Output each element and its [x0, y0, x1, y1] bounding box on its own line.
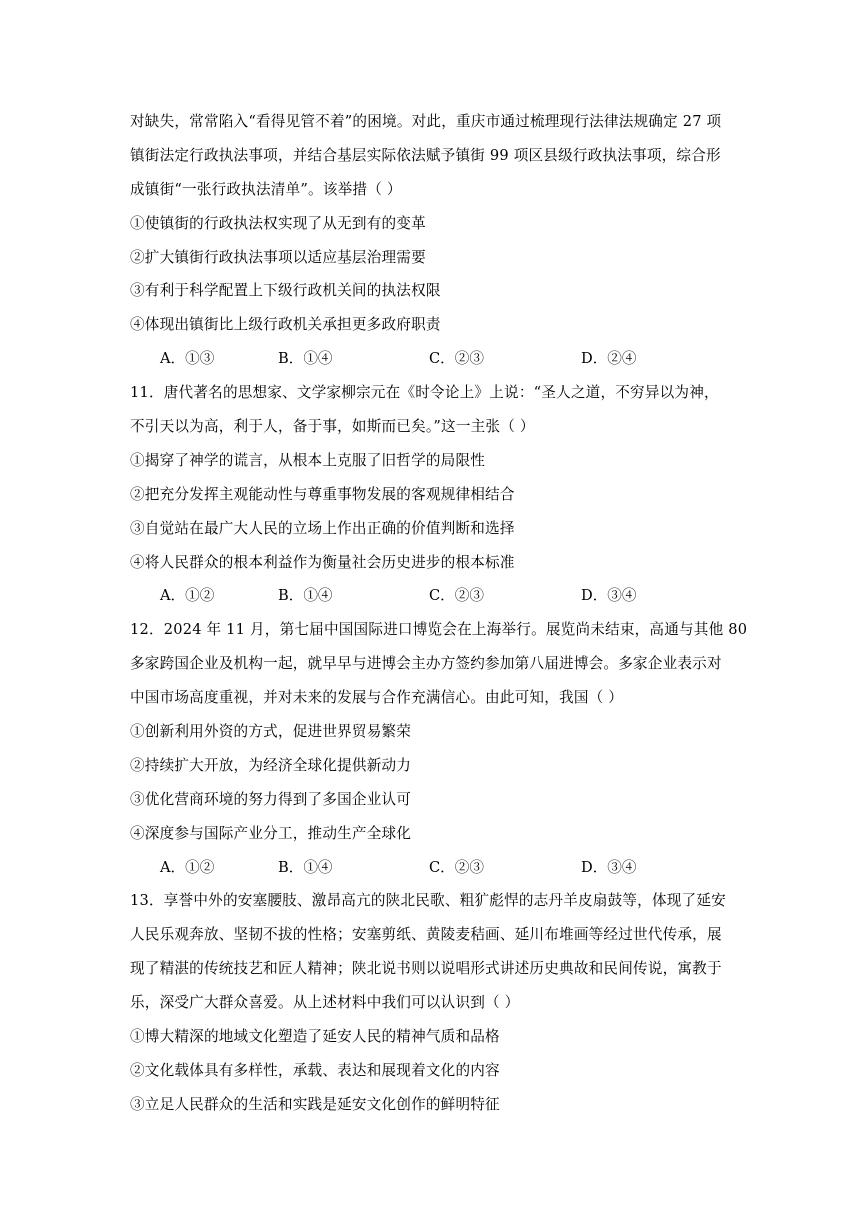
question-10-statement-3: ③有利于科学配置上下级行政机关间的执法权限: [130, 282, 441, 300]
question-10-statement-2: ②扩大镇街行政执法事项以适应基层治理需要: [130, 248, 426, 266]
question-11-stem-line: 不引天以为高，利于人，备于事，如斯而已矣。”这一主张（ ）: [130, 418, 535, 436]
option-d: D．③④: [581, 587, 637, 605]
question-10-statement-1: ①使镇街的行政执法权实现了从无到有的变革: [130, 214, 426, 232]
question-13-stem-line: 13．享誉中外的安塞腰肢、激昂高亢的陕北民歌、粗犷彪悍的志丹羊皮扇鼓等，体现了延安: [130, 892, 726, 910]
question-12-statement-4: ④深度参与国际产业分工，推动生产全球化: [130, 824, 412, 842]
question-content: [130, 105, 748, 1122]
question-10-stem-line: 镇街法定行政执法事项，并结合基层实际依法赋予镇街 99 项区县级行政执法事项，综合形: [130, 146, 721, 164]
question-13-stem-line: 乐，深受广大群众喜爱。从上述材料中我们可以认识到（ ）: [130, 994, 520, 1012]
question-12-options: [130, 851, 742, 885]
question-12-statement-2: ②持续扩大开放，为经济全球化提供新动力: [130, 756, 412, 774]
question-11-statement-4: ④将人民群众的根本利益作为衡量社会历史进步的根本标准: [130, 553, 515, 571]
question-13: [130, 884, 742, 1121]
question-10-options: [130, 342, 742, 376]
question-10-stem-line: 成镇街“一张行政执法清单”。该举措（ ）: [130, 180, 402, 198]
question-13-stem-line: 现了精湛的传统技艺和匠人精神；陕北说书则以说唱形式讲述历史典故和民间传说，寓教于: [130, 960, 722, 978]
question-10-statement-4: ④体现出镇街比上级行政机关承担更多政府职责: [130, 316, 441, 334]
option-b: B．①④: [278, 858, 333, 876]
question-13-statement-2: ②文化载体具有多样性，承载、表达和展现着文化的内容: [130, 1061, 500, 1079]
option-a: A．①③: [160, 350, 215, 368]
question-12-stem-line: 多家跨国企业及机构一起，就早早与进博会主办方签约参加第八届进博会。多家企业表示对: [130, 655, 722, 673]
question-13-stem-line: 人民乐观奔放、坚韧不拔的性格；安塞剪纸、黄陵麦秸画、延川布堆画等经过世代传承，展: [130, 926, 722, 944]
option-b: B．①④: [278, 587, 333, 605]
question-11-statement-2: ②把充分发挥主观能动性与尊重事物发展的客观规律相结合: [130, 485, 515, 503]
question-12-statement-3: ③优化营商环境的努力得到了多国企业认可: [130, 790, 412, 808]
question-12-stem-line: 12．2024 年 11 月，第七届中国国际进口博览会在上海举行。展览尚未结束，高通与其他 80: [130, 621, 748, 639]
option-c: C．②③: [429, 587, 484, 605]
option-c: C．②③: [429, 858, 484, 876]
question-12-statement-1: ①创新利用外资的方式，促进世界贸易繁荣: [130, 723, 412, 741]
option-a: A．①②: [160, 858, 215, 876]
option-d: D．③④: [581, 858, 637, 876]
question-10: [130, 105, 742, 376]
question-12-stem-line: 中国市场高度重视，并对未来的发展与合作充满信心。由此可知，我国（ ）: [130, 689, 624, 707]
option-c: C．②③: [429, 350, 484, 368]
question-13-statement-3: ③立足人民群众的生活和实践是延安文化创作的鲜明特征: [130, 1095, 500, 1113]
question-13-statement-1: ①博大精深的地域文化塑造了延安人民的精神气质和品格: [130, 1028, 500, 1046]
question-11-stem-line: 11．唐代著名的思想家、文学家柳宗元在《时令论上》上说：“圣人之道，不穷异以为神，: [130, 384, 719, 402]
question-11-statement-3: ③自觉站在最广大人民的立场上作出正确的价值判断和选择: [130, 519, 515, 537]
question-11-statement-1: ①揭穿了神学的谎言，从根本上克服了旧哲学的局限性: [130, 451, 486, 469]
question-10-stem-line: 对缺失，常常陷入“看得见管不着”的困境。对此，重庆市通过梳理现行法律法规确定 27 项: [130, 113, 722, 130]
option-a: A．①②: [160, 587, 215, 605]
question-11-options: [130, 579, 742, 613]
option-b: B．①④: [278, 350, 333, 368]
question-11: [130, 376, 742, 613]
question-12: [130, 613, 748, 884]
option-d: D．②④: [581, 350, 637, 368]
